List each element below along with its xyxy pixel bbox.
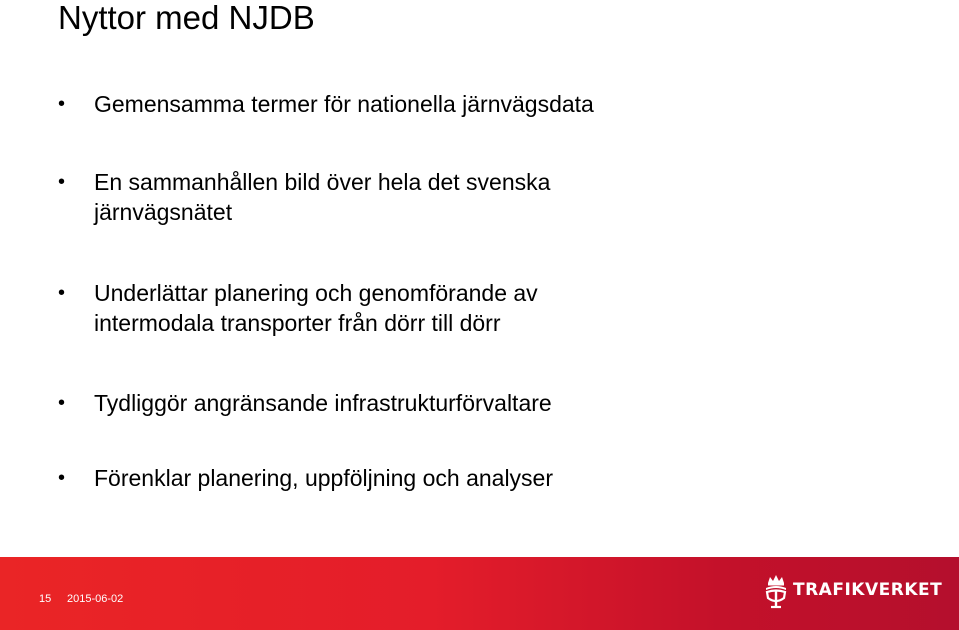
bullet-dot: • — [58, 392, 66, 414]
bullet-text: Tydliggör angränsande infrastrukturförvaltare — [94, 390, 552, 416]
bullet-text: Gemensamma termer för nationella järnvägsdata — [94, 91, 594, 117]
bullet-dot: • — [58, 93, 66, 115]
footer-date: 2015-06-02 — [67, 593, 124, 605]
bullet-dot: • — [58, 282, 66, 304]
footer-bar — [0, 557, 959, 630]
bullet-text: Förenklar planering, uppföljning och analyser — [94, 465, 554, 491]
slide-title: Nyttor med NJDB — [58, 0, 315, 36]
trafikverket-logo — [762, 574, 942, 610]
logo-wordmark: TRAFIKVERKET — [793, 580, 943, 600]
page-number: 15 — [39, 593, 52, 605]
bullet-text: En sammanhållen bild över hela det svenska järnvägsnätet — [94, 169, 551, 225]
bullet-dot: • — [58, 171, 66, 193]
bullet-dot: • — [58, 467, 66, 489]
trafikverket-crown-emblem-icon — [762, 574, 790, 610]
bullet-text: Underlättar planering och genomförande av intermodala transporter från dörr till dörr — [94, 280, 538, 336]
